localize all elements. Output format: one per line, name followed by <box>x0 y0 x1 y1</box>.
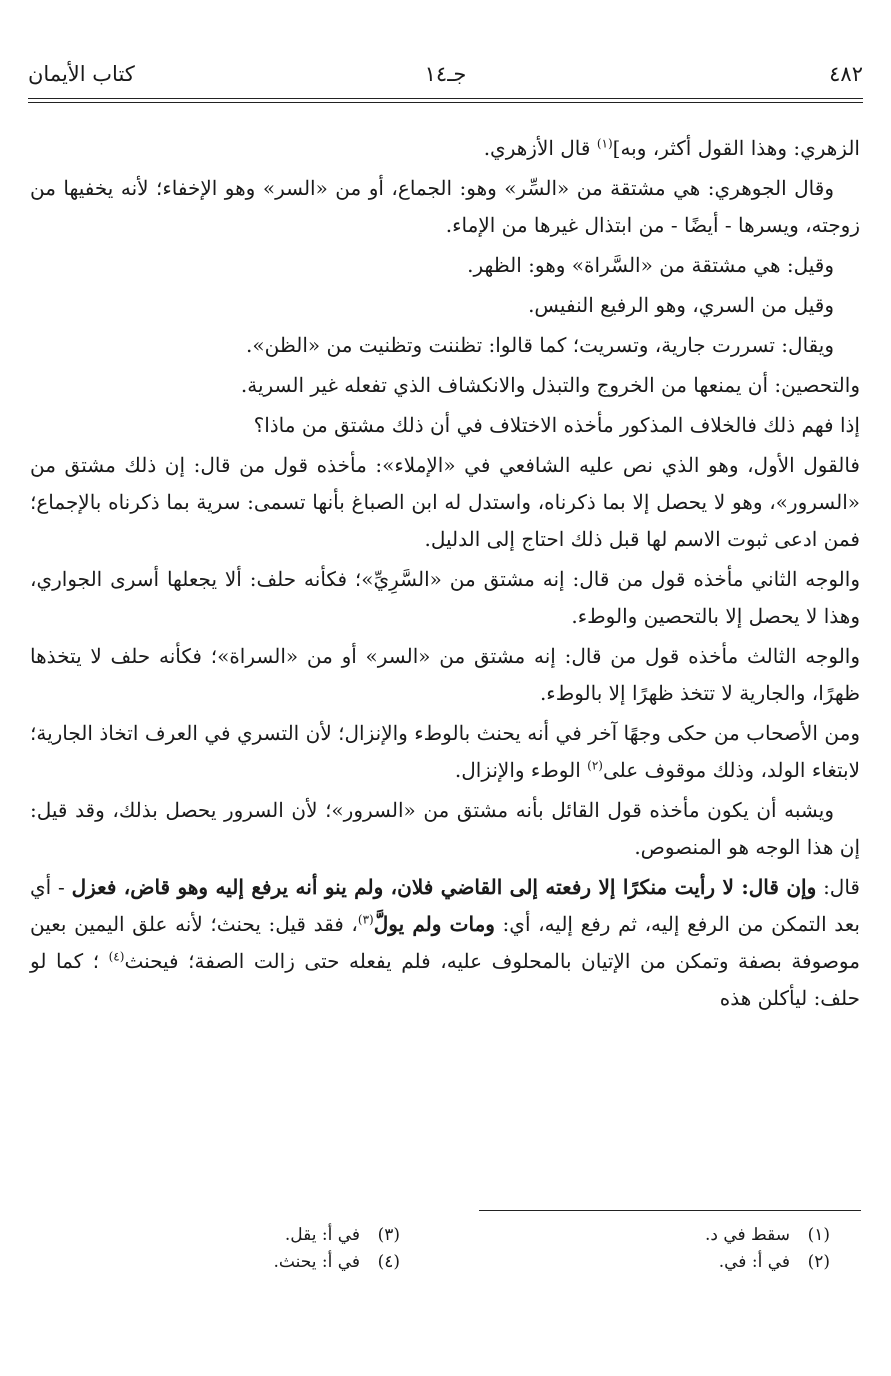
paragraph: وقيل من السري، وهو الرفيع النفيس. <box>528 293 834 317</box>
footnote-ref: (٣) <box>357 912 374 927</box>
paragraph: ويشبه أن يكون مأخذه قول القائل بأنه مشتق من «السرور»؛ لأن السرور يحصل بذلك، وقد قيل: إن هذا الوجه هو المنصوص. <box>30 798 860 859</box>
paragraph: إذا فهم ذلك فالخلاف المذكور مأخذه الاختلاف في أن ذلك مشتق من ماذا؟ <box>253 413 860 437</box>
footnote: (٤)في أ: يحنث. <box>273 1252 400 1272</box>
header-rule <box>28 98 863 103</box>
paragraph: والتحصين: أن يمنعها من الخروج والتبذل والانكشاف الذي تفعله غير السرية. <box>240 373 860 397</box>
page-number: ٤٨٢ <box>829 62 863 86</box>
paragraph: الزهري: وهذا القول أكثر، وبه]$^{(١)}$ قال الأزهري. <box>483 136 860 160</box>
footnote-ref: (٤) <box>108 949 125 964</box>
paragraph: فالقول الأول، وهو الذي نص عليه الشافعي في «الإملاء»: مأخذه قول من قال: إن ذلك مشتق من «السرور»، وهو لا يحصل إلا بما ذكرناه، واستدل له ابن الصباغ بأنها تسمى: سرية بما ذكرناه بالإجماع؛ فمن ادعى ثبوت الاسم لها قبل ذلك احتاج إلى الدليل. <box>30 453 860 551</box>
paragraph: قال: وإن قال: لا رأيت منكرًا إلا رفعته إلى القاضي فلان، ولم ينو أنه يرفع إليه وهو قاض، فعزل - أي بعد التمكن من الرفع إليه، ثم رفع إليه، أي: ومات ولم يولَّ$^{(٣)}$، فقد قيل: يحنث؛ لأنه علق اليمين بعين موصوفة بصفة وتمكن من الإتيان بالمحلوف عليه، فلم يفعله حتى زالت الصفة؛ فيحنث$^{(٤)}$ ؛ كما لو حلف: ليأكلن هذه <box>30 875 860 1010</box>
footnote-ref: (٢) <box>587 758 603 773</box>
footnote: (٢)في أ: في. <box>718 1252 830 1272</box>
paragraph: ومن الأصحاب من حكى وجهًا آخر في أنه يحنث بالوطء والإنزال؛ لأن التسري في العرف اتخاذ الجارية؛ لابتغاء الولد، وذلك موقوف على$^{(٢)}$ الوطء والإنزال. <box>30 721 860 782</box>
paragraph: والوجه الثاني مأخذه قول من قال: إنه مشتق من «السَّرِيِّ»؛ فكأنه حلف: ألا يجعلها أسرى الجواري، وهذا لا يحصل إلا بالتحصين والوطء. <box>30 567 860 628</box>
footnote-ref: (١) <box>596 136 613 151</box>
footnote: (٣)في أ: يقل. <box>284 1225 400 1245</box>
paragraph: وقيل: هي مشتقة من «السَّراة» وهو: الظهر. <box>467 253 834 277</box>
paragraph: والوجه الثالث مأخذه قول من قال: إنه مشتق من «السر» أو من «السراة»؛ فكأنه حلف لا يتخذها ظهرًا، والجارية لا تتخذ ظهرًا إلا بالوطء. <box>30 644 860 705</box>
paragraph: ويقال: تسررت جارية، وتسريت؛ كما قالوا: تظننت وتظنيت من «الظن». <box>246 333 834 357</box>
paragraph: وقال الجوهري: هي مشتقة من «السِّر» وهو: الجماع، أو من «السر» وهو الإخفاء؛ لأنه يخفيها من زوجته، ويسرها - أيضًا - من ابتذال غيرها من الإماء. <box>30 176 860 237</box>
footnote: (١)سقط في د. <box>704 1225 830 1245</box>
book-title: كتاب الأيمان <box>28 62 135 86</box>
main-text <box>30 130 860 1020</box>
running-header <box>28 62 863 96</box>
footnote-rule <box>479 1210 861 1211</box>
footnote-column <box>0 1222 400 1276</box>
volume-label: جـ١٤ <box>424 62 467 86</box>
footnote-column <box>430 1222 830 1276</box>
